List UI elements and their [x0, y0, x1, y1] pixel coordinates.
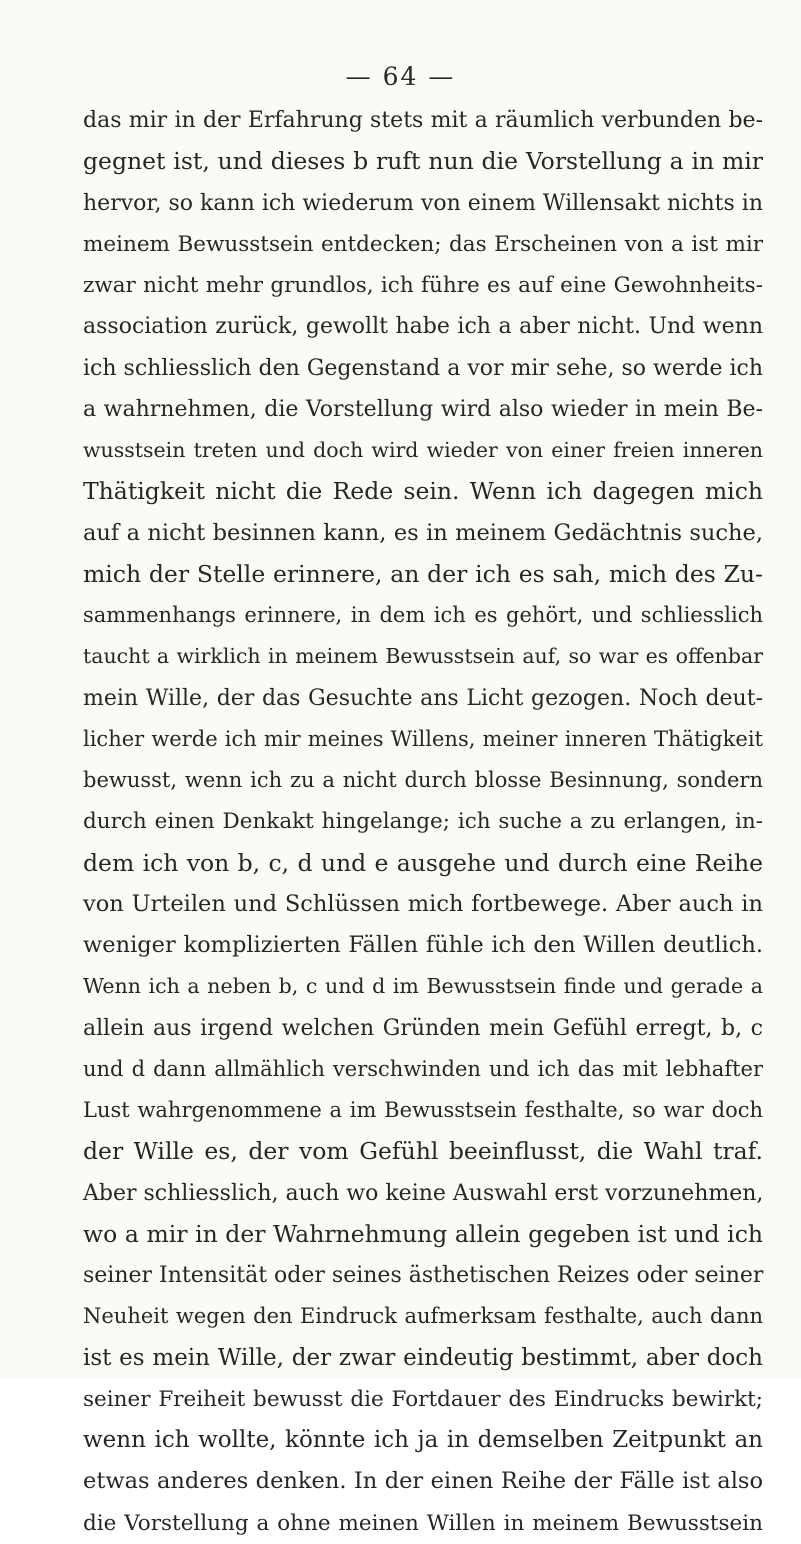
text-line: taucht a wirklich in meinem Bewusstsein auf, so war es offenbar — [83, 644, 763, 669]
text-line: weniger komplizierten Fällen fühle ich den Willen deutlich. — [83, 932, 763, 958]
text-line: licher werde ich mir meines Willens, meiner inneren Thätigkeit — [83, 726, 763, 751]
text-line: meinem Bewusstsein entdecken; das Erscheinen von a ist mir — [83, 231, 763, 257]
text-line: etwas anderes denken. In der einen Reihe der Fälle ist also — [83, 1468, 763, 1495]
text-line: der Wille es, der vom Gefühl beeinflusst, die Wahl traf. — [83, 1137, 763, 1166]
text-line: die Vorstellung a ohne meinen Willen in meinem Bewusstsein — [83, 1510, 763, 1536]
text-line: von Urteilen und Schlüssen mich fortbewege. Aber auch in — [83, 890, 763, 917]
text-line: Aber schliesslich, auch wo keine Auswahl erst vorzunehmen, — [83, 1180, 764, 1206]
text-line: mein Wille, der das Gesuchte ans Licht gezogen. Noch deut- — [83, 685, 763, 711]
text-line: auf a nicht besinnen kann, es in meinem Gedächtnis suche, — [83, 519, 763, 546]
text-line: seiner Intensität oder seines ästhetischen Reizes oder seiner — [83, 1263, 764, 1288]
text-line: ist es mein Wille, der zwar eindeutig bestimmt, aber doch — [83, 1344, 763, 1371]
text-line: a wahrnehmen, die Vorstellung wird also wieder in mein Be- — [83, 396, 763, 422]
text-line: das mir in der Erfahrung stets mit a räumlich verbunden be- — [83, 108, 763, 133]
text-line: wenn ich wollte, könnte ich ja in demselben Zeitpunkt an — [83, 1427, 763, 1453]
text-line: seiner Freiheit bewusst die Fortdauer des Eindrucks bewirkt; — [83, 1386, 763, 1412]
text-line: und d dann allmählich verschwinden und ich das mit lebhafter — [83, 1056, 763, 1081]
text-line: bewusst, wenn ich zu a nicht durch blosse Besinnung, sondern — [83, 768, 763, 792]
text-line: zwar nicht mehr grundlos, ich führe es auf eine Gewohnheits- — [83, 273, 763, 298]
text-line: mich der Stelle erinnere, an der ich es sah, mich des Zu- — [83, 559, 763, 588]
text-line: sammenhangs erinnere, in dem ich es gehört, und schliesslich — [83, 603, 763, 627]
text-line: hervor, so kann ich wiederum von einem Willensakt nichts in — [83, 190, 763, 216]
text-line: gegnet ist, und dieses b ruft nun die Vorstellung a in mir — [83, 147, 763, 176]
text-line: Wenn ich a neben b, c und d im Bewusstsein finde und gerade a — [83, 974, 763, 999]
text-line: wo a mir in der Wahrnehmung allein gegeben ist und ich — [83, 1219, 763, 1248]
text-line: dem ich von b, c, d und e ausgehe und durch eine Reihe — [83, 848, 763, 877]
body-text — [83, 100, 763, 1544]
text-line: allein aus irgend welchen Gründen mein Gefühl erregt, b, c — [83, 1015, 763, 1041]
text-line: ich schliesslich den Gegenstand a vor mir sehe, so werde ich — [83, 355, 763, 381]
text-line: Thätigkeit nicht die Rede sein. Wenn ich dagegen mich — [83, 477, 763, 506]
text-line: wusstsein treten und doch wird wieder von einer freien inneren — [83, 438, 763, 462]
text-line: durch einen Denkakt hingelange; ich suche a zu erlangen, in- — [83, 809, 763, 835]
text-line: Lust wahrgenommene a im Bewusstsein festhalte, so war doch — [83, 1098, 763, 1122]
text-line: association zurück, gewollt habe ich a aber nicht. Und wenn — [83, 314, 763, 340]
text-line: Neuheit wegen den Eindruck aufmerksam festhalte, auch dann — [83, 1304, 763, 1329]
page-number: — 64 — — [345, 62, 456, 91]
